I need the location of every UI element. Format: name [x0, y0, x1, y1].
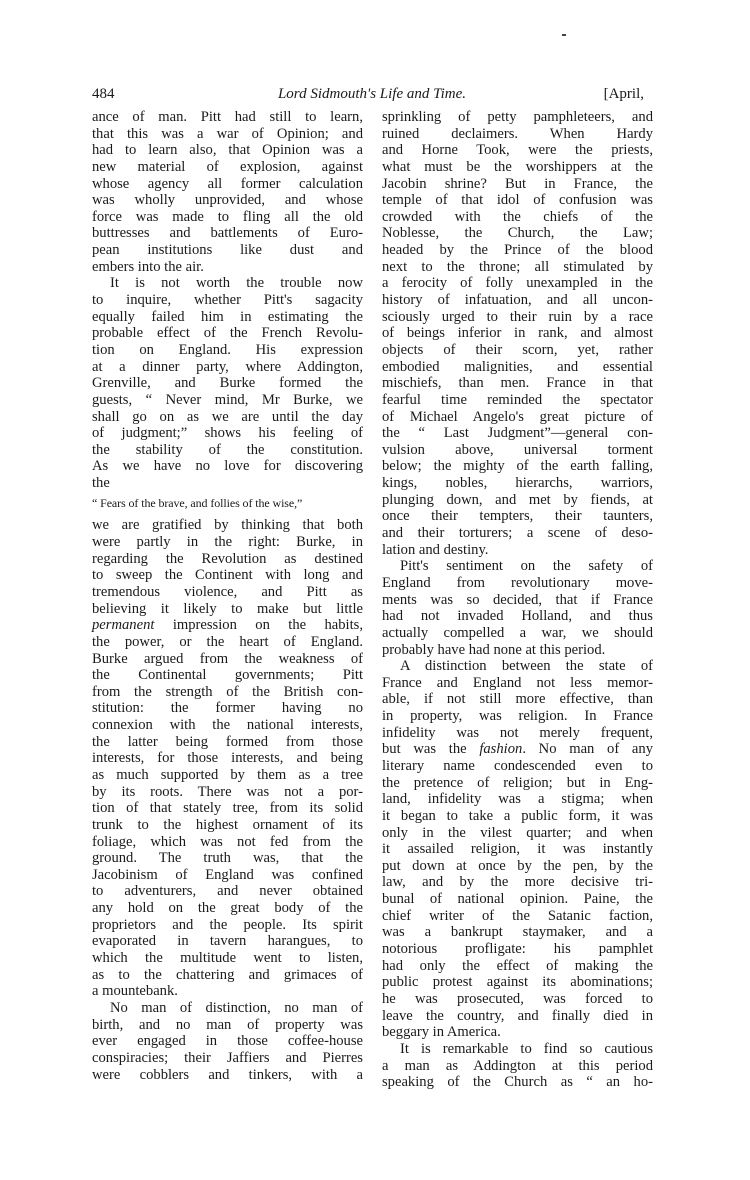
text-line: proprietors and the people. Its spirit [92, 916, 363, 933]
text-line: had to learn also, that Opinion was a [92, 142, 363, 159]
text-line: A distinction between the state of [400, 658, 653, 675]
text-line: by its roots. There was not a por- [92, 783, 363, 800]
text-line: France and England not less memor- [382, 674, 653, 691]
text-line: we are gratified by thinking that both [92, 517, 363, 534]
text-line: of judgment;” shows his feeling of [92, 425, 363, 442]
text-line: below; the mighty of the earth falling, [382, 458, 653, 475]
text-line: the stability of the constitution. [92, 441, 363, 458]
text-line: ever engaged in those coffee-house [92, 1033, 363, 1050]
text-line: infidelity was not merely frequent, [382, 724, 653, 741]
text-line: equally failed him in estimating the [92, 308, 363, 325]
text-line: of Michael Angelo's great picture of [382, 408, 653, 425]
text-line [92, 617, 363, 634]
text-line: any hold on the great body of the [92, 900, 363, 917]
text-line: birth, and no man of property was [92, 1016, 363, 1033]
text-line: fearful time reminded the spectator [382, 391, 653, 408]
text-line: temple of that idol of confusion was [382, 192, 653, 209]
text-line: As we have no love for discovering [92, 458, 363, 475]
text-line: bunal of national opinion. Paine, the [382, 891, 653, 908]
text-line: was wholly unprovided, and whose [92, 192, 363, 209]
text-line: from the strength of the British con- [92, 683, 363, 700]
text-line: history of infatuation, and all uncon- [382, 292, 653, 309]
text-line: put down at once by the pen, by the [382, 857, 653, 874]
text-line: tremendous violence, and Pitt as [92, 583, 363, 600]
text-line: able, if not still more effective, than [382, 691, 653, 708]
line-text: . No man of any [522, 741, 654, 758]
text-line: leave the country, and finally died in [382, 1007, 653, 1024]
text-line: law, and by the more decisive tri- [382, 874, 653, 891]
text-line: ments was so decided, that if France [382, 591, 653, 608]
text-line: Pitt's sentiment on the safety of [400, 558, 653, 575]
text-line: that this was a war of Opinion; and [92, 125, 363, 142]
text-line: force was made to fling all the old [92, 208, 363, 225]
verse-quotation: “ Fears of the brave, and follies of the wise,” [92, 495, 303, 510]
text-line: tion on England. His expression [92, 341, 363, 358]
text-line: and Horne Took, were the priests, [382, 142, 653, 159]
text-line: what must be the worshippers at the [382, 158, 653, 175]
text-line: probably have had none at this period. [382, 641, 606, 658]
text-line: mischiefs, than men. France in that [382, 375, 653, 392]
text-line: was a bankrupt staymaker, and a [382, 924, 653, 941]
text-line: in property, was religion. In France [382, 708, 653, 725]
text-line: kings, nobles, hierarchs, warriors, [382, 475, 653, 492]
text-line: had only the effect of making the [382, 957, 653, 974]
text-line: the power, or the heart of England. [92, 633, 363, 650]
page-header [92, 84, 652, 104]
text-line: trunk to the highest ornament of its [92, 816, 363, 833]
text-line: headed by the Prince of the blood [382, 242, 653, 259]
text-line: Grenville, and Burke formed the [92, 375, 363, 392]
text-line: interests, for those interests, and being [92, 750, 363, 767]
text-line: whose agency all former calculation [92, 175, 363, 192]
text-line: connexion with the national interests, [92, 717, 363, 734]
text-line: No man of distinction, no man of [110, 999, 363, 1016]
text-line: chief writer of the Satanic faction, [382, 907, 653, 924]
text-line: the pretence of religion; but in Eng- [382, 774, 653, 791]
text-line: tion of that stately tree, from its solid [92, 800, 363, 817]
text-line: regarding the Revolution as destined [92, 550, 363, 567]
text-line: and their torturers; a scene of deso- [382, 525, 653, 542]
text-line: the latter being formed from those [92, 733, 363, 750]
text-line: ruined declaimers. When Hardy [382, 125, 653, 142]
text-line: shall go on as we are until the day [92, 408, 363, 425]
text-line: the “ Last Judgment”—general con- [382, 425, 653, 442]
text-line: vulsion above, universal torment [382, 441, 653, 458]
text-line: the Continental governments; Pitt [92, 667, 363, 684]
text-line: plunging down, and met by fiends, at [382, 491, 653, 508]
text-line: were partly in the right: Burke, in [92, 534, 363, 551]
running-title: Lord Sidmouth's Life and Time. [277, 86, 467, 102]
line-text: but was the [382, 741, 480, 758]
left-column [92, 109, 363, 1083]
text-line: to sweep the Continent with long and [92, 567, 363, 584]
text-line: the [92, 475, 110, 492]
text-line: a ferocity of folly unexampled in the [382, 275, 653, 292]
text-line: notorious profligate: his pamphlet [382, 941, 653, 958]
text-line: had not invaded Holland, and thus [382, 608, 653, 625]
text-line: sciously urged to their ruin by a race [382, 308, 653, 325]
italic-emphasis: permanent [92, 617, 155, 634]
text-line: beggary in America. [382, 1024, 501, 1041]
text-line: lation and destiny. [382, 541, 489, 558]
text-line: at a dinner party, where Addington, [92, 358, 363, 375]
text-line: only in the vilest quarter; and when [382, 824, 653, 841]
text-line: evaporated in tavern harangues, to [92, 933, 363, 950]
text-line: new material of explosion, against [92, 158, 363, 175]
text-line: next to the throne; all stimulated by [382, 258, 653, 275]
text-line: believing it likely to make but little [92, 600, 363, 617]
text-line: ance of man. Pitt had still to learn, [92, 109, 363, 125]
text-line: sprinkling of petty pamphleteers, and [382, 109, 653, 125]
text-line: Jacobinism of England was confined [92, 866, 363, 883]
text-line: a mountebank. [92, 983, 178, 1000]
italic-emphasis: fashion [479, 741, 523, 758]
text-line: It is remarkable to find so cautious [400, 1040, 653, 1057]
text-line: objects of their scorn, yet, rather [382, 341, 653, 358]
line-text: impression on the habits, [172, 617, 363, 634]
text-line: literary name condescended even to [382, 757, 653, 774]
text-line: as to the chattering and grimaces of [92, 966, 363, 983]
page-number: 484 [92, 86, 115, 102]
text-line: Noblesse, the Church, the Law; [382, 225, 653, 242]
text-line: it assailed religion, it was instantly [382, 841, 653, 858]
text-line: guests, “ Never mind, Mr Burke, we [92, 391, 363, 408]
text-line: It is not worth the trouble now [110, 275, 363, 292]
running-month: [April, [603, 86, 644, 102]
text-line: crowded with the chiefs of the [382, 208, 653, 225]
text-line: land, infidelity was a stigma; when [382, 791, 653, 808]
right-column [382, 109, 653, 1091]
text-line: Burke argued from the weakness of [92, 650, 363, 667]
text-line: Jacobin shrine? But in France, the [382, 175, 653, 192]
text-line: he was prosecuted, was forced to [382, 990, 653, 1007]
scan-speck [562, 34, 566, 36]
text-line: speaking of the Church as “ an ho- [382, 1074, 653, 1091]
text-line: conspiracies; their Jaffiers and Pierres [92, 1049, 363, 1066]
text-line: once their tempters, their taunters, [382, 508, 653, 525]
text-line: actually compelled a war, we should [382, 624, 653, 641]
text-line: embers into the air. [92, 258, 204, 275]
text-line: foliage, which was not fed from the [92, 833, 363, 850]
text-line [382, 741, 653, 758]
text-line: as much supported by them as a tree [92, 766, 363, 783]
text-line: buttresses and battlements of Euro- [92, 225, 363, 242]
text-line: a man as Addington at this period [382, 1057, 653, 1074]
text-line: stitution: the former having no [92, 700, 363, 717]
text-line: pean institutions like dust and [92, 242, 363, 259]
text-line: were cobblers and tinkers, with a [92, 1066, 363, 1083]
text-line: embodied malignities, and essential [382, 358, 653, 375]
text-line: which the multitude went to listen, [92, 950, 363, 967]
text-line: ground. The truth was, that the [92, 850, 363, 867]
text-line: of beings inferior in rank, and almost [382, 325, 653, 342]
text-line: probable effect of the French Revolu- [92, 325, 363, 342]
text-line: England from revolutionary move- [382, 574, 653, 591]
text-line: it began to take a public form, it was [382, 807, 653, 824]
text-line: to inquire, whether Pitt's sagacity [92, 292, 363, 309]
text-line: to adventurers, and never obtained [92, 883, 363, 900]
text-line: public protest against its abominations; [382, 974, 653, 991]
